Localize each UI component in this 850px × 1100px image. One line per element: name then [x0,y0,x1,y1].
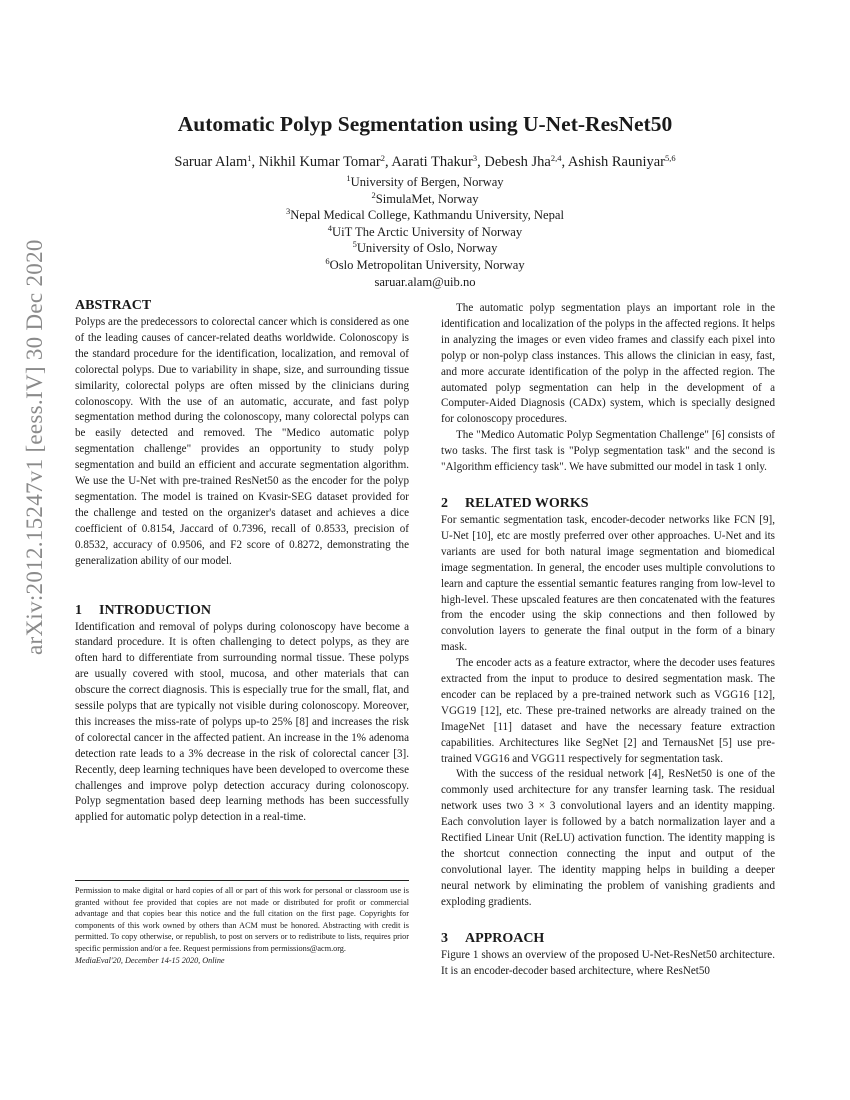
author: Debesh Jha$^{2,4}$ [484,153,562,170]
paragraph: The encoder acts as a feature extractor, where the decoder uses features extracted from the input to produce to desired segmentation mask. The encoder can be replaced by a pre-trained network such as VGG16 [12], VGG19 [12], etc. These pre-trained networks are already trained on the ImageNet [11] dataset and have the necessary feature extraction capabilities. Architectures like SegNet [2] and TernausNet [5] use pre-trained VGG16 and VGG11 respectively for segmentation task. [441,657,775,765]
permission-notice: Permission to make digital or hard copies of all or part of this work for personal or classroom use is granted without fee provided that copies are not made or distributed for profit or commercial advantage and that copies bear this notice and the full citation on the first page. Copyrights for components of this work owned by others than ACM must be honored. Abstracting with credit is permitted. To copy otherwise, or republish, to post on servers or to redistribute to lists, requires prior specific permission and/or a fee. Request permissions from permissions@acm.org. [75,886,409,953]
footnote [75,880,409,966]
contact-email: saruar.alam@uib.no [374,274,476,289]
author: Ashish Rauniyar$^{5,6}$ [567,153,676,170]
author: Nikhil Kumar Tomar$^2$ [258,153,385,170]
venue-line: MediaEval'20, December 14-15 2020, Online [75,955,225,965]
right-column [441,301,775,979]
paragraph: The "Medico Automatic Polyp Segmentation Challenge" [6] consists of two tasks. The first task is "Polyp segmentation task" and the second is "Algorithm efficiency task". We have submitted our model in task 1 only. [441,429,775,474]
affiliation: $^2$SimulaMet, Norway [371,189,479,206]
affiliation: $^5$University of Oslo, Norway [352,239,498,256]
abstract-heading: ABSTRACT [75,298,152,313]
affiliations [0,174,850,290]
paragraph: With the success of the residual network [4], ResNet50 is one of the commonly used architecture for any transfer learning task. The residual network uses two 3 × 3 convolutional layers and an identity mapping. Each convolution layer is followed by a batch normalization layer and a Rectified Linear Unit (ReLU) activation function. The identity mapping is the shortcut connection connecting the input and output of the convolutional layer. The identity mapping helps in building a deeper neural network by eliminating the problem of vanishing gradients and exploding gradients. [441,768,775,908]
section-heading-related-works: 2 RELATED WORKS [441,495,589,511]
affiliation: $^4$UiT The Arctic University of Norway [327,222,523,239]
author: Aarati Thakur$^3$ [391,153,478,170]
affiliation: $^6$Oslo Metropolitan University, Norway [325,255,525,272]
paragraph: The automatic polyp segmentation plays an important role in the identification and localization of the polyps in the affected regions. It helps in analyzing the images or even video frames and classify each pixel into polyp or non-polyp class instances. This allows the clinician in easy, fast, and more accurate identification of the polyp in the affected region. The automated polyp segmentation can help in the development of a Computer-Aided Diagnosis (CADx) system, which is specially designed for colonoscopy procedures. [441,302,775,426]
paper-title: Automatic Polyp Segmentation using U-Net-ResNet50 [177,112,673,136]
paragraph: For semantic segmentation task, encoder-decoder networks like FCN [9], U-Net [10], etc are mostly preferred over other approaches. U-Net and its variants are used for both natural image segmentation and biomedical image segmentation. In general, the encoder uses multiple convolutions to learn and capture the essential semantic features ranging from low-level to high-level. These upscaled features are then concatenated with the features from the encoder using the skip connections and then followed by convolution layers to generate the final output in the form of a binary mask. [441,513,775,654]
section-heading-introduction: 1 INTRODUCTION [75,602,212,618]
paragraph: Identification and removal of polyps during colonoscopy have become a standard procedure. It is often challenging to detect polyps, as they are often hard to differentiate from surrounding normal tissue. These polyps are usually covered with stool, mucosa, and other materials that can obscure the correct diagnosis. This is especially true for the small, flat, and sessile polyps that are typically not visible during colonoscopy. Moreover, this increases the miss-rate of polyps up-to 25% [8] and increases the risk of colorectal cancer in the affected patient. An increase in the 1% adenoma detection rate leads to a 3% decrease in the risk of colorectal cancer [3]. Recently, deep learning techniques have been developed to overcome these challenges and improve polyp detection accuracy during colonoscopy. Polyp segmentation based deep learning methods has been successfully applied for automatic polyp detection in a real-time. [75,620,409,824]
arxiv-stamp: arXiv:2012.15247v1 [eess.IV] 30 Dec 2020 [22,239,47,655]
affiliation: $^1$University of Bergen, Norway [346,173,504,189]
author-list: Saruar Alam$^1$, Nikhil Kumar Tomar$^2$, Aarati Thakur$^3$, Debesh Jha$^{2,4}$, Ashish Rauniyar$^{5,6}$ [174,153,676,170]
abstract-text: Polyps are the predecessors to colorectal cancer which is considered as one of the leading causes of cancer-related deaths worldwide. Colonoscopy is the standard procedure for the identification, localization, and removal of colorectal polyps. Due to variability in shape, size, and surrounding tissue similarity, colorectal polyps are often missed by the clinicians during colonoscopy. With the use of an automatic, accurate, and fast polyp segmentation method during the colonoscopy, many colorectal polyps can be easily detected and removed. The "Medico automatic polyp segmentation challenge" provides an opportunity to study polyp segmentation and build an efficient and accurate segmentation algorithm. We use the U-Net with pre-trained ResNet50 as the encoder for the polyp segmentation. The model is trained on Kvasir-SEG dataset provided for the challenge and tested on the organizer's dataset and achieves a dice coefficient of 0.8154, Jaccard of 0.7396, recall of 0.8533, precision of 0.8532, accuracy of 0.9506, and F2 score of 0.8272, demonstrating the generalization ability of our model. [75,316,409,567]
affiliation: $^3$Nepal Medical College, Kathmandu University, Nepal [286,206,564,223]
paragraph: Figure 1 shows an overview of the proposed U-Net-ResNet50 architecture. It is an encoder-decoder based architecture, where ResNet50 [441,948,775,977]
author: Saruar Alam$^1$ [174,153,252,170]
section-heading-approach: 3 APPROACH [441,930,545,946]
left-column [75,297,409,826]
